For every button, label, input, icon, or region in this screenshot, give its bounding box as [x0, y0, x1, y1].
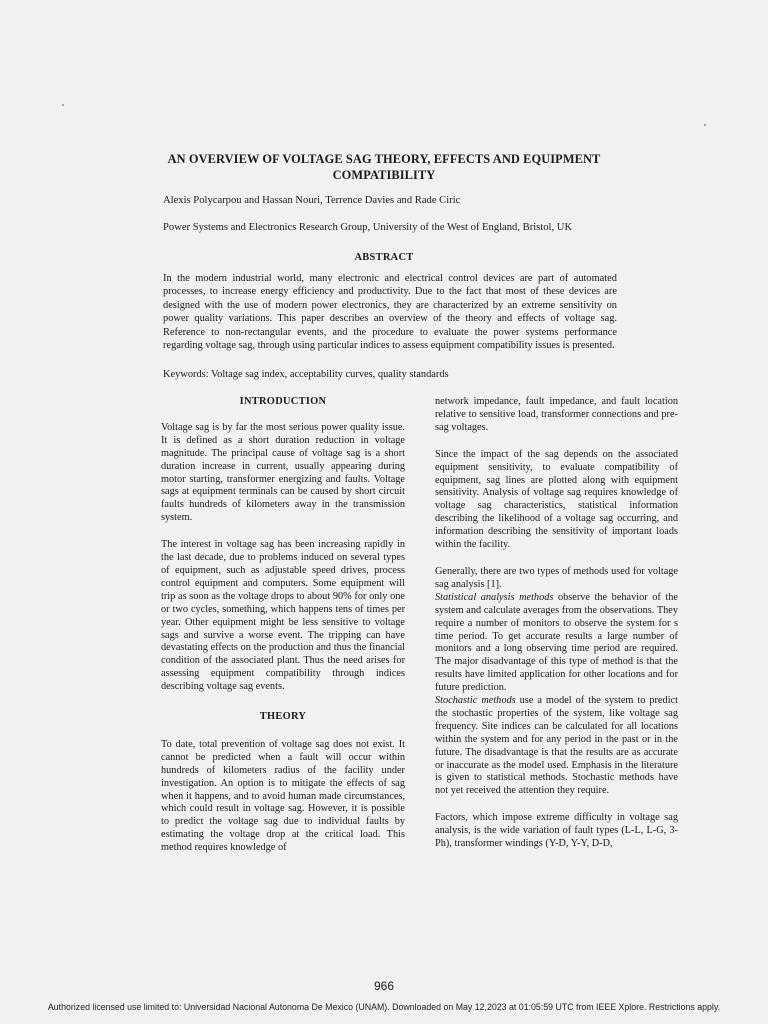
scan-speck [704, 124, 706, 126]
right-paragraph-2: Since the impact of the sag depends on the associated equipment sensitivity, to evaluate compatibility of equipment, sag lines are plotted along with equipment sensitivity. Analysis of voltage sag requires knowledge of voltage sag characteristics, statistical information describing the likelihood of a voltage sag occurring, and information describing the sensitivity of important loads within the facility. [435, 448, 678, 551]
stochastic-methods-text: use a model of the system to predict the stochastic properties of the system, like voltage sag frequency. Site indices can be calculated for all locations within the system and for any period in the past or in the future. The disadvantage is that the results are as accurate or inaccurate as the model used. Emphasis in the literature is given to statistical methods. Stochastic methods have not yet received the attention they require. [435, 695, 678, 797]
right-paragraph-6: Factors, which impose extreme difficulty in voltage sag analysis, is the wide variation of fault types (L-L, L-G, 3-Ph), transformer windings (Y-D, Y-Y, D-D, [435, 812, 678, 850]
intro-paragraph-2: The interest in voltage sag has been increasing rapidly in the last decade, due to problems induced on several types of equipment, such as adjustable speed drives, process control equipment and computers. Some equipment will trip as soon as the voltage drops to about 90% for only one or two cycles, something, which happens tens of times per year. Other equipment might be less sensitive to voltage sags and survive a worse event. The tripping can have devastating effects on the production and thus the financial condition of the associated plant. Thus the need arises for assessing equipment compatibility through indices describing voltage sag events. [161, 539, 405, 693]
right-column [435, 396, 678, 851]
introduction-heading: INTRODUCTION [239, 396, 327, 407]
keywords-line: Keywords: Voltage sag index, acceptability curves, quality standards [163, 369, 449, 380]
statistical-methods-text: observe the behavior of the system and calculate averages from the observations. They require a number of monitors to observe the system for s time period. To get accurate results a large number of monitors and a long observing time period are required. The major disadvantage of this type of method is that the results have limited application for other locations and for future prediction. [435, 591, 678, 694]
abstract-text: In the modern industrial world, many electronic and electrical control devices are part of automated processes, to increase energy efficiency and productivity. Due to the fact that most of these devices are designed with the use of modern power electronics, they are characterized by an extreme sensitivity on power quality variations. This paper describes an overview of the theory and effects of voltage sag. Reference to non-rectangular events, and the procedure to evaluate the power systems performance regarding voltage sag, through using particular indices to assess equipment compatibility issues is presented. [163, 273, 617, 352]
scan-speck [62, 104, 64, 106]
intro-paragraph-1: Voltage sag is by far the most serious power quality issue. It is defined as a short duration reduction in voltage magnitude. The principal cause of voltage sag is a short duration increase in current, usually appearing during motor starting, transformer energizing and faults. Voltage sags at equipment terminals can be caused by short circuit faults hundreds of kilometers away in the transmission system. [161, 421, 405, 524]
statistical-methods-paragraph [435, 592, 678, 695]
right-paragraph-1: network impedance, fault impedance, and fault location relative to sensitive load, transformer connections and pre-sag voltages. [435, 396, 678, 433]
abstract-heading: ABSTRACT [354, 252, 414, 263]
authors-line: Alexis Polycarpou and Hassan Nouri, Terrence Davies and Rade Ciric [163, 195, 461, 206]
left-column [161, 396, 405, 855]
statistical-methods-term: Statistical analysis methods [435, 591, 554, 603]
theory-heading: THEORY [259, 711, 307, 723]
theory-paragraph-1: To date, total prevention of voltage sag does not exist. It cannot be predicted when a fault will occur within hundreds of kilometers radius of the facility under investigation. An option is to mitigate the effects of sag when it happens, and to avoid human made circumstances, which could result in voltage sag. However, it is possible to predict the voltage sag due to individual faults by estimating the voltage drop at the critical load. This method requires knowledge of [161, 738, 405, 854]
paper-title: AN OVERVIEW OF VOLTAGE SAG THEORY, EFFECTS AND EQUIPMENT COMPATIBILITY [167, 152, 601, 182]
right-paragraph-3: Generally, there are two types of methods used for voltage sag analysis [1]. [435, 565, 678, 590]
license-footer: Authorized licensed use limited to: Universidad Nacional Autonoma De Mexico (UNAM). Downloaded on May 12,2023 at 01:05:59 UTC from IEEE Xplore. Restrictions apply. [47, 1002, 721, 1012]
stochastic-methods-term: Stochastic methods [435, 695, 516, 707]
affiliation-line: Power Systems and Electronics Research Group, University of the West of England, Bristol, UK [163, 222, 573, 233]
stochastic-methods-paragraph [435, 695, 678, 798]
page-number: 966 [373, 979, 395, 993]
